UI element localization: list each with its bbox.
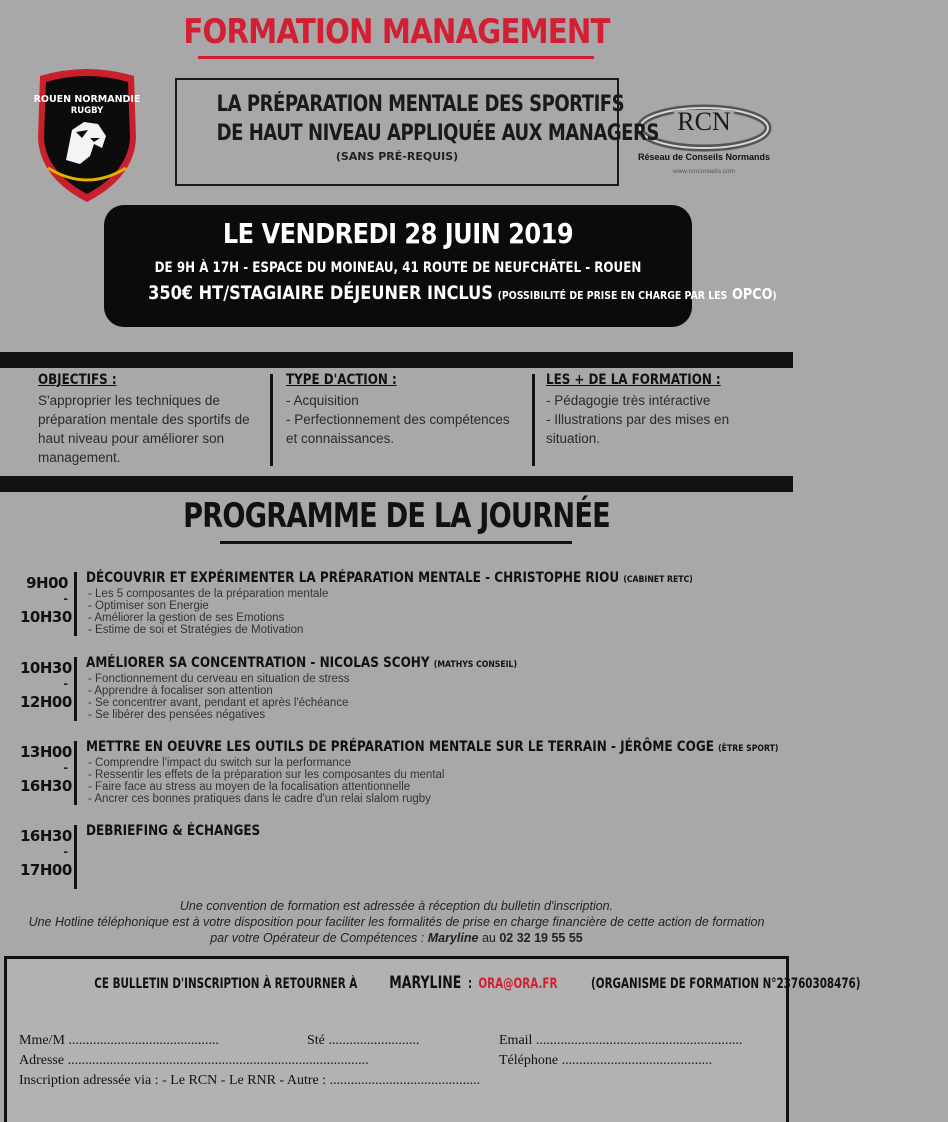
plus-line2: - Illustrations par des mises en situation. <box>546 412 730 446</box>
programme-slot-3: 13H00 - 16H30 METTRE EN OEUVRE LES OUTILS DE PRÉPARATION MENTALE SUR LE TERRAIN - JÉRÔME COGE (ÊTRE SPORT) - Comprendre l'impact du switch sur la performance - Ressentir les effets de la préparation sur les composantes du mental - Faire face au stress au moyen de la focalisation attentionnelle - Ancrer ces bonnes pratiques dans le cadre d'un relai slalom rugby <box>20 739 779 805</box>
form-title: CE BULLETIN D'INSCRIPTION À RETOURNER À MARYLINE:ORA@ORA.FR (ORGANISME DE FORMATION N°23760308476) <box>94 973 861 993</box>
rcn-logo-name: RCN <box>677 107 731 136</box>
divider-band-bottom <box>0 476 793 492</box>
list-item: - Se libérer des pensées négatives <box>88 709 266 721</box>
slot-end-time: 16H30 <box>20 777 72 795</box>
slot-title: METTRE EN OEUVRE LES OUTILS DE PRÉPARATION MENTALE SUR LE TERRAIN - JÉRÔME COGE (ÊTRE SPORT) <box>86 739 779 755</box>
contact-name: Maryline <box>427 931 479 945</box>
programme-slot-2: 10H30 - 12H00 AMÉLIORER SA CONCENTRATION - NICOLAS SCOHY (MATHYS CONSEIL) - Fonctionnement du cerveau en situation de stress - Apprendre à focaliser son attention - Se concentrer avant, pendant et après l'échéance - Se libérer des pensées négatives <box>20 655 518 721</box>
slot-start-time: 16H30 <box>20 827 72 845</box>
registration-form <box>4 956 861 1122</box>
list-item: - Améliorer la gestion de ses Emotions <box>88 612 285 624</box>
slot-start-time: 13H00 <box>20 743 72 761</box>
slot-title: DEBRIEFING & ÉCHANGES <box>86 823 261 839</box>
subtitle-line2: DE HAUT NIVEAU APPLIQUÉE AUX MANAGERS <box>216 121 659 146</box>
note-line2: Une Hotline téléphonique est à votre disposition pour faciliter les formalités de prise en charge financière de cette action de formation <box>28 915 765 929</box>
slot-bar <box>74 825 77 889</box>
slot-end-time: 17H00 <box>20 861 72 879</box>
slot-end-time: 10H30 <box>20 608 72 626</box>
form-field-mme[interactable]: Mme/M ........................................... <box>19 1033 219 1048</box>
slot-items <box>88 757 444 805</box>
event-price: 350€ HT/STAGIAIRE DÉJEUNER INCLUS <box>148 282 493 304</box>
event-price-org: OPCO <box>732 285 773 303</box>
list-item: - Estime de soi et Stratégies de Motivation <box>88 624 304 636</box>
slot-bar <box>74 572 77 636</box>
slot-end-time: 12H00 <box>20 693 72 711</box>
programme-slot-1: 9H00 - 10H30 DÉCOUVRIR ET EXPÉRIMENTER LA PRÉPARATION MENTALE - CHRISTOPHE RIOU (CABINET RETC) - Les 5 composantes de la préparation mentale - Optimiser son Energie - Améliorer la gestion de ses Emotions - Estime de soi et Stratégies de Motivation <box>20 570 693 636</box>
form-field-inscription[interactable]: Inscription adressée via : - Le RCN - Le RNR - Autre : ........................................... <box>19 1073 481 1088</box>
title-underline <box>198 56 594 59</box>
objectifs-column <box>38 372 266 467</box>
type-action-line1: - Acquisition <box>286 393 359 408</box>
form-field-email[interactable]: Email ........................................................... <box>499 1033 743 1048</box>
slot-title: AMÉLIORER SA CONCENTRATION - NICOLAS SCOHY (MATHYS CONSEIL) <box>86 655 518 671</box>
form-field-adresse[interactable]: Adresse ...................................................................................... <box>19 1053 369 1068</box>
programme-slot-4: 16H30 - 17H00 DEBRIEFING & ÉCHANGES <box>0 823 793 893</box>
form-contact: MARYLINE <box>389 973 462 993</box>
objectifs-text: S'approprier les techniques de préparation mentale des sportifs de haut niveau pour améliorer son management. <box>38 393 250 465</box>
note-line1: Une convention de formation est adressée à réception du bulletin d'inscription. <box>179 899 614 913</box>
plus-line1: - Pédagogie très intéractive <box>546 393 711 408</box>
event-price-end: ) <box>772 289 777 302</box>
type-action-column <box>286 372 514 448</box>
programme-underline <box>220 541 572 544</box>
rcn-logo-url: www.rcnconseils.com <box>672 168 736 175</box>
list-item: - Ressentir les effets de la préparation sur les composantes du mental <box>88 769 445 781</box>
rouen-normandie-rugby-logo <box>32 68 142 206</box>
event-price-line <box>148 282 777 304</box>
plus-title: LES + DE LA FORMATION : <box>546 372 721 388</box>
info-divider-2 <box>532 374 535 466</box>
list-item: - Faire face au stress au moyen de la focalisation attentionnelle <box>88 781 411 793</box>
info-divider-1 <box>270 374 273 466</box>
list-item: - Optimiser son Energie <box>88 600 209 612</box>
list-item: - Fonctionnement du cerveau en situation de stress <box>88 673 350 685</box>
list-item: - Les 5 composantes de la préparation mentale <box>88 588 329 600</box>
logo-left-line2: RUGBY <box>70 106 104 116</box>
programme-title: PROGRAMME DE LA JOURNÉE <box>183 496 610 536</box>
contact-phone: 02 32 19 55 55 <box>499 931 583 945</box>
divider-band-top <box>0 352 793 368</box>
subtitle-line1: LA PRÉPARATION MENTALE DES SPORTIFS <box>216 92 625 117</box>
rcn-logo-tagline: Réseau de Conseils Normands <box>637 152 771 162</box>
footer-notes <box>0 898 793 946</box>
slot-bar <box>74 741 77 805</box>
list-item: - Apprendre à focaliser son attention <box>88 685 273 697</box>
slot-items <box>88 673 349 721</box>
subtitle-note: (SANS PRÉ-REQUIS) <box>335 150 459 163</box>
list-item: - Comprendre l'impact du switch sur la performance <box>88 757 351 769</box>
type-action-title: TYPE D'ACTION : <box>286 372 397 388</box>
note-line3: par votre Opérateur de Compétences : Maryline au 02 32 19 55 55 <box>210 931 583 945</box>
slot-start-time: 10H30 <box>20 659 72 677</box>
slot-start-time: 9H00 <box>26 574 68 592</box>
form-email-link[interactable]: ORA@ORA.FR <box>478 976 558 992</box>
slot-items <box>88 588 328 636</box>
event-price-note: (POSSIBILITÉ DE PRISE EN CHARGE PAR LES <box>497 289 728 302</box>
main-title: FORMATION MANAGEMENT <box>183 12 610 52</box>
plus-column <box>546 372 756 448</box>
event-date: LE VENDREDI 28 JUIN 2019 <box>222 217 574 250</box>
event-place: DE 9H À 17H - ESPACE DU MOINEAU, 41 ROUTE DE NEUFCHÂTEL - ROUEN <box>154 260 642 276</box>
type-action-line2: - Perfectionnement des compétences et connaissances. <box>286 412 510 446</box>
slot-title: DÉCOUVRIR ET EXPÉRIMENTER LA PRÉPARATION MENTALE - CHRISTOPHE RIOU (CABINET RETC) <box>86 570 693 586</box>
subtitle-box <box>175 78 659 186</box>
form-field-telephone[interactable]: Téléphone ........................................... <box>499 1053 713 1068</box>
logo-left-line1: ROUEN NORMANDIE <box>33 94 141 105</box>
list-item: - Ancrer ces bonnes pratiques dans le cadre d'un relai slalom rugby <box>88 793 431 805</box>
slot-bar <box>74 657 77 721</box>
objectifs-title: OBJECTIFS : <box>38 372 117 388</box>
list-item: - Se concentrer avant, pendant et après l'échéance <box>88 697 349 709</box>
event-date-box <box>104 205 777 327</box>
form-field-ste[interactable]: Sté .......................... <box>307 1033 420 1048</box>
